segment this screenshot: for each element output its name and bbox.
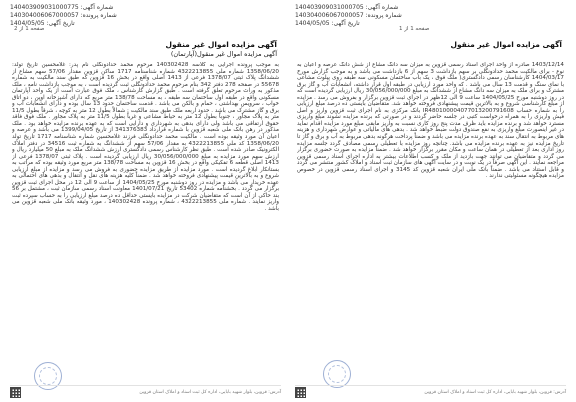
meta-value: 140403909031000775	[10, 4, 79, 11]
official-stamp	[323, 360, 351, 388]
meta-value: 1404/05/05	[295, 20, 330, 27]
notice-title: آگهی مزایده اموال غیر منقول	[450, 40, 562, 49]
footer-address: آدرس: قزوین، بلوار شهید بابایی، اداره کل ثبت اسناد و املاک استان قزوین	[424, 389, 566, 395]
notice-body: به موجب پرونده اجرایی به کلاسه 140302428 مرحوم محمد حدادونگلی نام پدر: غلامحسین تاریخ تولد: 1358/06/20 شماره ملی 4322213855 شماره شناسنامه 1717 ساکن قزوین مقدار 57/06 سهم مشاع از ششدانگ پلاک ثبتی 1378/07 فرعی از 1413 اصلی واقع در بخش 16 قزوین که طبق سند مالکیت به شماره 55678 در صفحه 278 دفتر 342 بنام مرحوم محمد حدادونگلی ثبت گردیده است ، به موجب بازداشت نامه ، ملک مذکور به وراث مرحوم تعلق گرفته است . طبق گزارش کارشناس ، ملک فوق عبارت است از یک واحد آپارتمان مسکونی واقع در طبقه اول ساختمان سه طبقه ، به مساحت 138/78 متر مربع که دارای آشپزخانه اوپن ، دو اتاق خواب ، سرویس بهداشتی ، حمام و بالکن می باشد . قدمت ساختمان حدود 13 سال بوده و دارای انشعابات آب و برق و گاز مشترک می باشد . حدود اربعه ملک طبق سند مالکیت : شمالاً بطول 12 متر به کوچه ، شرقاً بطول 11/5 متر به پلاک مجاور ، جنوباً بطول 12 متر به حیاط مشاعی و غرباً بطول 11/5 متر به پلاک مجاور . ملک فوق فاقد حقوق ارتفاقی می باشد ولی دارای بدهی به شهرداری و دارایی است که به عهده برنده مزایده خواهد بود . ملک مذکور در رهن بانک ملی شعبه قزوین با شماره قرارداد 341376383 از تاریخ 1399/04/05 می باشد و عرصه و اعیان آن مورد وثیقه بوده است . مالکیت محمد حدادونگلی فرزند غلامحسین شماره شناسنامه 1717 تاریخ تولد 1358/06/20 کد ملی 4322213855 به مقدار 57/06 سهم از ششدانگ به شماره ثبت 34516 در دفتر املاک الکترونیک صادر شده است . طبق نظر کارشناس رسمی دادگستری ارزش ششدانگ ملک به مبلغ 50 میلیارد ریال و ارزش سهم مورد مزایده به مبلغ 30/056/000/000 ریال ارزیابی گردیده است . پلاک ثبتی 1378/07 فرعی از 1413 اصلی قطعه 6 تفکیکی واقع در بخش 16 قزوین به مساحت 138/78 متر مربع مورد وثیقه بوده که مراتب به بستانکار ابلاغ گردیده است . مورد مزایده از طریق مزایده حضوری به فروش می رسد و مزایده از مبلغ ارزیابی شروع و به بالاترین قیمت پیشنهادی فروخته خواهد شد . ضمناً کلیه هزینه های نقل و انتقال و بدهی های احتمالی به عهده خریدار می باشد و مزایده در روز دوشنبه مورخ 1404/05/25 از ساعت 9 الی 12 در محل اجرای ثبت قزوین برگزار می گردد . بخشنامه شماره 53402 تاریخ 1401/07/21 معاونت اسناد رسمی سازمان ثبت ، مشتمل بر 56 بند حاکی از آن است که متقاضیان شرکت در مزایده بایستی حداقل ده درصد مبلغ ارزیابی را به حساب سپرده ثبت واریز نمایند . شماره ملی 4322213855 ، شماره پرونده 140302428 ، مورد وثیقه بانک ملی شعبه قزوین می باشد .	[12, 62, 279, 213]
page-footer	[10, 385, 281, 398]
meta-value: 140304006067000057	[10, 12, 79, 19]
notice-meta	[295, 4, 402, 28]
meta-label: شماره آگهی:	[365, 4, 399, 11]
meta-ad-number	[295, 4, 402, 12]
notice-page-left	[4, 0, 287, 402]
page-footer	[295, 385, 566, 398]
qr-code-icon	[10, 387, 21, 398]
page-number: صفحه 1 از 1	[399, 26, 430, 32]
meta-label: شماره پرونده:	[365, 12, 402, 19]
meta-case-number	[295, 12, 402, 20]
meta-date	[295, 20, 402, 28]
notice-meta	[10, 4, 117, 28]
meta-ad-number	[10, 4, 117, 12]
meta-label: شماره آگهی:	[80, 4, 114, 11]
notice-subtitle: آگهی مزایده اموال غیر منقول(آپارتمان)	[170, 50, 277, 58]
footer-address: آدرس: قزوین، بلوار شهید بابایی، اداره کل ثبت اسناد و املاک استان قزوین	[139, 389, 281, 395]
notice-page-right	[289, 0, 572, 402]
meta-label: تاریخ آگهی:	[46, 20, 75, 27]
page-number: صفحه 1 از 2	[14, 26, 45, 32]
qr-code-icon	[295, 387, 306, 398]
meta-label: تاریخ آگهی:	[331, 20, 360, 27]
meta-label: شماره پرونده:	[80, 12, 117, 19]
meta-case-number	[10, 12, 117, 20]
meta-value: 140304006067000057	[295, 12, 364, 19]
notice-body: 1403/12/14 صادره از واحد اجرای اسناد رسمی قزوین به میزان سه دانگ مشاع از شش دانگ عرصه و اعیان به نوع - برای مالکیت محمد حدادونگلی بر سهم بازداشت 3 سهم از 6 بازداشت می باشد و به موجب گزارش مورخ 1404/03/17 کارشناسان رسمی دادگستری( ملک فوق ، یک باب ساختمان مسکونی سه طبقه روی پیلوت مشاعی با نمای سنگ و قدمت 13 سال می باشد . که واحد مورد ارزیابی در طبقه اول قرار داشته، انشعابات آب و گاز برق مشترک و برای ملک به میزان سه دانگ مشاع از ششدانگ به مبلغ 30/056/000/000 ریال ارزیابی گردیده است که در روز دوشنبه مورخ 1404/05/25 ساعت 9 الی 12ظهر در اجرای ثبت قزوین برگزار و بفروش می رسد . مزایده از مبلغ کارشناسی شروع و به بالاترین قیمت پیشنهادی فروخته خواهد شد. متقاضیان بایستی ده درصد مبلغ ارزیابی را به شماره حساب IR480100004077013200791608 بانک مرکزی به نام اجرای ثبت قزوین واریز و اصل فیش واریزی را به همراه درخواست کتبی در جلسه حاضر گردند و در صورتی که برنده مزایده نشوند مبلغ واریزی مسترد خواهد شد و برنده مزایده باید ظرف مدت پنج روز کاری نسبت به واریز مابقی مبلغ مورد مزایده اقدام نماید در غیر اینصورت مبلغ واریزی به نفع صندوق دولت ضبط خواهد شد . بدهی های مالیاتی و عوارض شهرداری و هزینه های مربوط به انتقال سند به عهده برنده مزایده می باشد و ضمناً پرداخت هرگونه بدهی مربوط به آب و برق و گاز تا تاریخ مزایده نیز به عهده برنده مزایده می باشد. چنانچه روز مزایده با تعطیلی رسمی مصادف گردد جلسه مزایده روز اداری بعد از تعطیلی در همان ساعت و مکان مقرر برگزار خواهد شد . ضمناً مزایده به صورت حضوری برگزار می گردد و متقاضیان می توانند جهت بازدید از ملک و کسب اطلاعات بیشتر به اداره اجرای اسناد رسمی قزوین مراجعه نمایند . این آگهی صرفاً در یک نوبت و در سایت آگهی های سازمان ثبت اسناد و املاک کشور منتشر می گردد و قابل استناد می باشد . ضمناً بانک ملی ایران شعبه قزوین کد 3145 و اجرای اسناد رسمی قزوین در خصوص مزایده هیچگونه مسئولیتی ندارند .	[297, 62, 564, 180]
notice-title: آگهی مزایده اموال غیر منقول	[165, 40, 277, 49]
meta-value: 1404/05/05	[10, 20, 45, 27]
meta-value: 140403909031000705	[295, 4, 364, 11]
